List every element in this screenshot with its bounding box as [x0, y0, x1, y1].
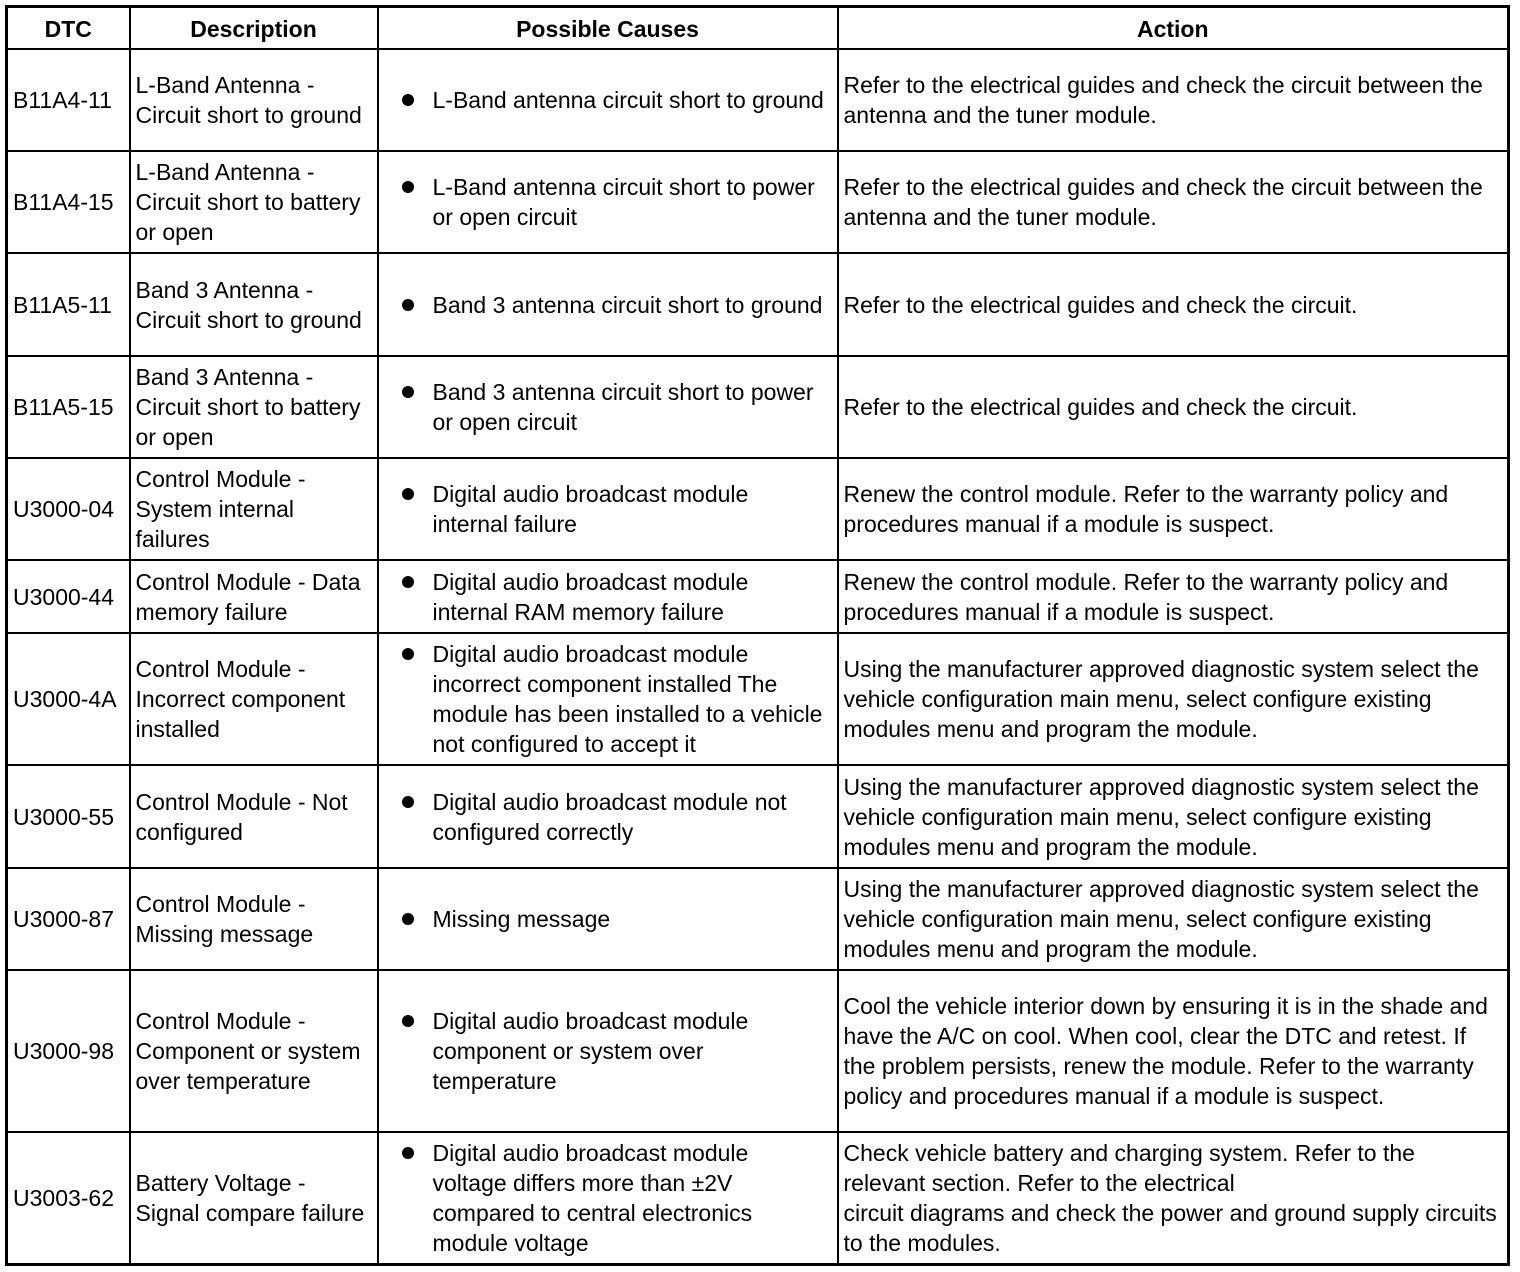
cause-item: [395, 1138, 829, 1258]
dtc-description: Control Module - Missing message: [130, 868, 378, 970]
cause-item: [395, 172, 829, 232]
action-line: Using the manufacturer approved diagnostic system select the vehicle configuration main menu, select configure existing modules menu and program the module.: [843, 773, 1479, 860]
possible-cause: [378, 868, 838, 970]
table-row: [7, 49, 1509, 151]
bullet-icon: [402, 181, 414, 193]
action-line: Refer to the electrical guides and check the circuit.: [843, 291, 1358, 318]
header-row: [7, 7, 1509, 50]
action-text: [838, 1132, 1509, 1264]
cause-text: Band 3 antenna circuit short to power or open circuit: [432, 378, 814, 435]
action-line: Using the manufacturer approved diagnostic system select the vehicle configuration main menu, select configure existing modules menu and program the module.: [843, 656, 1479, 743]
dtc-code: U3000-4A: [7, 633, 130, 765]
action-line: Cool the vehicle interior down by ensuring it is in the shade and have the A/C on cool. When cool, clear the DTC and retest. If the problem persists, renew the module. Refer to the warranty policy and procedures manual if a module is suspect.: [843, 992, 1488, 1109]
dtc-description: Control Module - System internal failures: [130, 458, 378, 560]
bullet-icon: [402, 648, 414, 660]
table-row: [7, 253, 1509, 355]
dtc-code: U3000-44: [7, 560, 130, 633]
bullet-icon: [402, 386, 414, 398]
table-row: [7, 560, 1509, 633]
action-line: Check vehicle battery and charging system. Refer to the relevant section. Refer to the electrical: [843, 1140, 1415, 1197]
cause-item: [395, 567, 829, 627]
table-header: [7, 7, 1509, 50]
dtc-code: U3003-62: [7, 1132, 130, 1264]
action-text: [838, 970, 1509, 1132]
table-row: [7, 633, 1509, 765]
possible-cause: [378, 458, 838, 560]
possible-cause: [378, 560, 838, 633]
bullet-icon: [402, 1147, 414, 1159]
possible-cause: [378, 970, 838, 1132]
dtc-description: Control Module - Not configured: [130, 765, 378, 867]
dtc-code: B11A4-11: [7, 49, 130, 151]
header-dtc: DTC: [7, 7, 130, 50]
possible-cause: [378, 49, 838, 151]
dtc-description: L-Band Antenna - Circuit short to battery or open: [130, 151, 378, 253]
cause-item: [395, 479, 829, 539]
possible-cause: [378, 151, 838, 253]
action-line: Refer to the electrical guides and check the circuit between the antenna and the tuner module.: [843, 72, 1483, 129]
table-row: [7, 151, 1509, 253]
cause-item: [395, 787, 829, 847]
action-line: Using the manufacturer approved diagnostic system select the vehicle configuration main menu, select configure existing modules menu and program the module.: [843, 875, 1479, 962]
cause-item: [395, 639, 829, 759]
action-text: [838, 356, 1509, 458]
header-action: Action: [838, 7, 1509, 50]
table-row: [7, 970, 1509, 1132]
table-row: [7, 458, 1509, 560]
possible-cause: [378, 765, 838, 867]
action-text: [838, 868, 1509, 970]
dtc-description: Control Module - Component or system over temperature: [130, 970, 378, 1132]
action-line: Refer to the electrical guides and check the circuit.: [843, 393, 1358, 420]
action-text: [838, 633, 1509, 765]
bullet-icon: [402, 94, 414, 106]
cause-text: Digital audio broadcast module internal RAM memory failure: [432, 568, 749, 625]
bullet-icon: [402, 1015, 414, 1027]
bullet-icon: [402, 299, 414, 311]
header-description: Description: [130, 7, 378, 50]
dtc-code: B11A5-15: [7, 356, 130, 458]
cause-item: [395, 377, 829, 437]
cause-text: Digital audio broadcast module component or system over temperature: [432, 1007, 749, 1094]
cause-item: [395, 1006, 829, 1096]
action-line: circuit diagrams and check the power and ground supply circuits to the modules.: [843, 1200, 1497, 1257]
table-row: [7, 868, 1509, 970]
cause-text: L-Band antenna circuit short to ground: [432, 87, 824, 114]
dtc-description: L-Band Antenna - Circuit short to ground: [130, 49, 378, 151]
action-line: Renew the control module. Refer to the warranty policy and procedures manual if a module is suspect.: [843, 568, 1449, 625]
table-row: [7, 1132, 1509, 1264]
action-text: [838, 765, 1509, 867]
dtc-code: B11A4-15: [7, 151, 130, 253]
table-row: [7, 356, 1509, 458]
cause-text: Digital audio broadcast module internal failure: [432, 480, 749, 537]
possible-cause: [378, 356, 838, 458]
cause-item: [395, 85, 829, 115]
action-text: [838, 253, 1509, 355]
dtc-description: Control Module - Data memory failure: [130, 560, 378, 633]
bullet-icon: [402, 913, 414, 925]
bullet-icon: [402, 576, 414, 588]
action-text: [838, 458, 1509, 560]
dtc-description: Band 3 Antenna - Circuit short to battery or open: [130, 356, 378, 458]
dtc-description: Band 3 Antenna - Circuit short to ground: [130, 253, 378, 355]
dtc-table: [5, 5, 1510, 1266]
table-row: [7, 765, 1509, 867]
header-possible-causes: Possible Causes: [378, 7, 838, 50]
action-text: [838, 560, 1509, 633]
dtc-code: U3000-98: [7, 970, 130, 1132]
cause-item: [395, 290, 829, 320]
table-body: [7, 49, 1509, 1265]
action-line: Refer to the electrical guides and check the circuit between the antenna and the tuner module.: [843, 174, 1483, 231]
dtc-code: U3000-04: [7, 458, 130, 560]
action-text: [838, 151, 1509, 253]
dtc-code: U3000-87: [7, 868, 130, 970]
cause-text: Band 3 antenna circuit short to ground: [432, 291, 823, 318]
possible-cause: [378, 1132, 838, 1264]
cause-text: L-Band antenna circuit short to power or open circuit: [432, 174, 815, 231]
action-text: [838, 49, 1509, 151]
cause-item: [395, 904, 829, 934]
possible-cause: [378, 253, 838, 355]
dtc-description: Control Module - Incorrect component installed: [130, 633, 378, 765]
bullet-icon: [402, 488, 414, 500]
possible-cause: [378, 633, 838, 765]
cause-text: Missing message: [432, 905, 611, 932]
cause-text: Digital audio broadcast module voltage differs more than ±2V compared to central electronics module voltage: [432, 1140, 753, 1257]
bullet-icon: [402, 796, 414, 808]
action-line: Renew the control module. Refer to the warranty policy and procedures manual if a module is suspect.: [843, 480, 1449, 537]
dtc-description: Battery Voltage - Signal compare failure: [130, 1132, 378, 1264]
dtc-code: B11A5-11: [7, 253, 130, 355]
cause-text: Digital audio broadcast module incorrect component installed The module has been installed to a vehicle not configured to accept it: [432, 641, 823, 758]
cause-text: Digital audio broadcast module not configured correctly: [432, 788, 787, 845]
dtc-code: U3000-55: [7, 765, 130, 867]
